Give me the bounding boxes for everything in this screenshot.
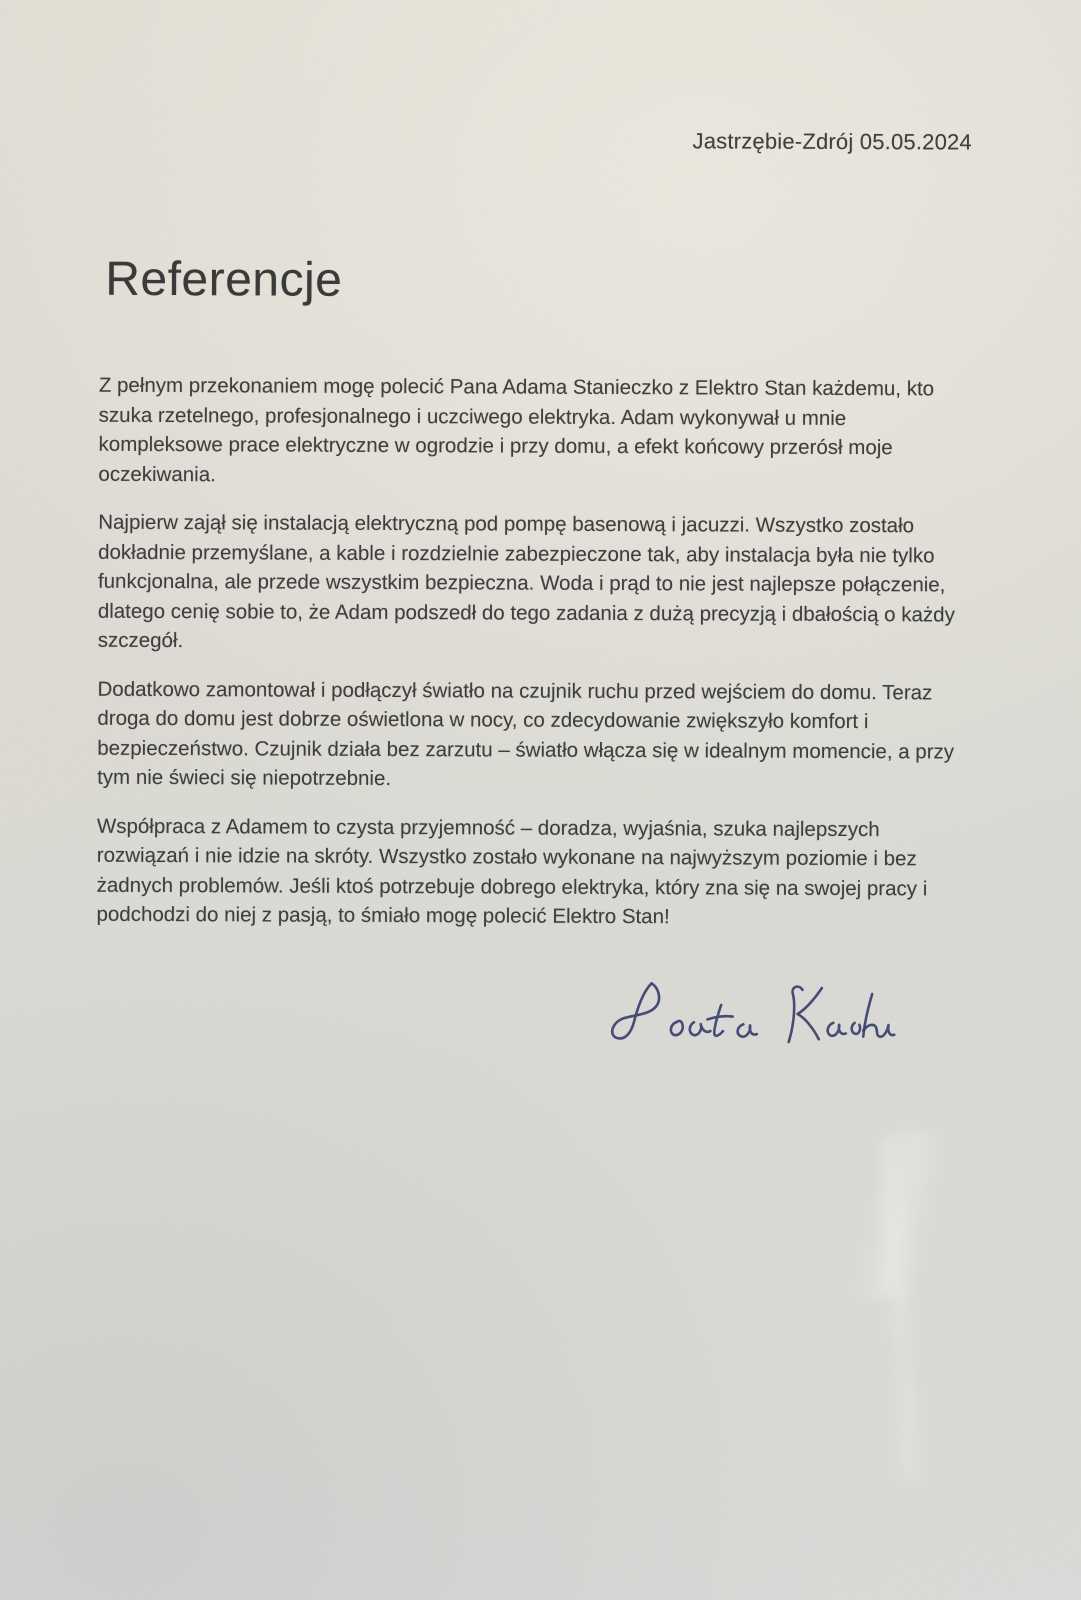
date-location-line: Jastrzębie-Zdrój 05.05.2024 (692, 128, 972, 155)
paragraph: Dodatkowo zamontował i podłączył światło na czujnik ruchu przed wejściem do domu. Teraz droga do domu jest dobrze oświetlona w nocy, co zdecydowanie zwiększyło komfort i bezpieczeństwo. Czujnik działa bez zarzutu – światło włącza się w idealnym momencie, a przy tym nie świeci się niepotrzebnie. (97, 677, 955, 791)
paragraph: Najpierw zajął się instalacją elektryczną pod pompę basenową i jacuzzi. Wszystko zostało dokładnie przemyślane, a kable i rozdzielnie zabezpieczone tak, aby instalacja była nie tylko funkcjonalna, ale przede wszystkim bezpieczna. Woda i prąd to nie jest najlepsze połączenie, dlatego cenię sobie to, że Adam podszedł do tego zadania z dużą precyzją i dbałością o każdy szczegół. (97, 510, 955, 653)
handwritten-signature (601, 974, 901, 1065)
letter-content (94, 0, 973, 1600)
letter-title: Referencje (105, 252, 343, 307)
paragraph: Współpraca z Adamem to czysta przyjemność – doradza, wyjaśnia, szuka najlepszych rozwiązań i nie idzie na skróty. Wszystko zostało wykonane na najwyższym poziomie i bez żadnych problemów. Jeśli ktoś potrzebuje dobrego elektryka, który zna się na swojej pracy i podchodzi do niej z pasją, to śmiało mogę polecić Elektro Stan! (96, 814, 928, 929)
paragraph: Z pełnym przekonaniem mogę polecić Pana Adama Stanieczko z Elektro Stan każdemu, kto szuka rzetelnego, profesjonalnego i uczciwego elektryka. Adam wykonywał u mnie kompleksowe prace elektryczne w ogrodzie i przy domu, a efekt końcowy przerósł moje oczekiwania. (98, 373, 935, 486)
letter-body (96, 371, 971, 952)
